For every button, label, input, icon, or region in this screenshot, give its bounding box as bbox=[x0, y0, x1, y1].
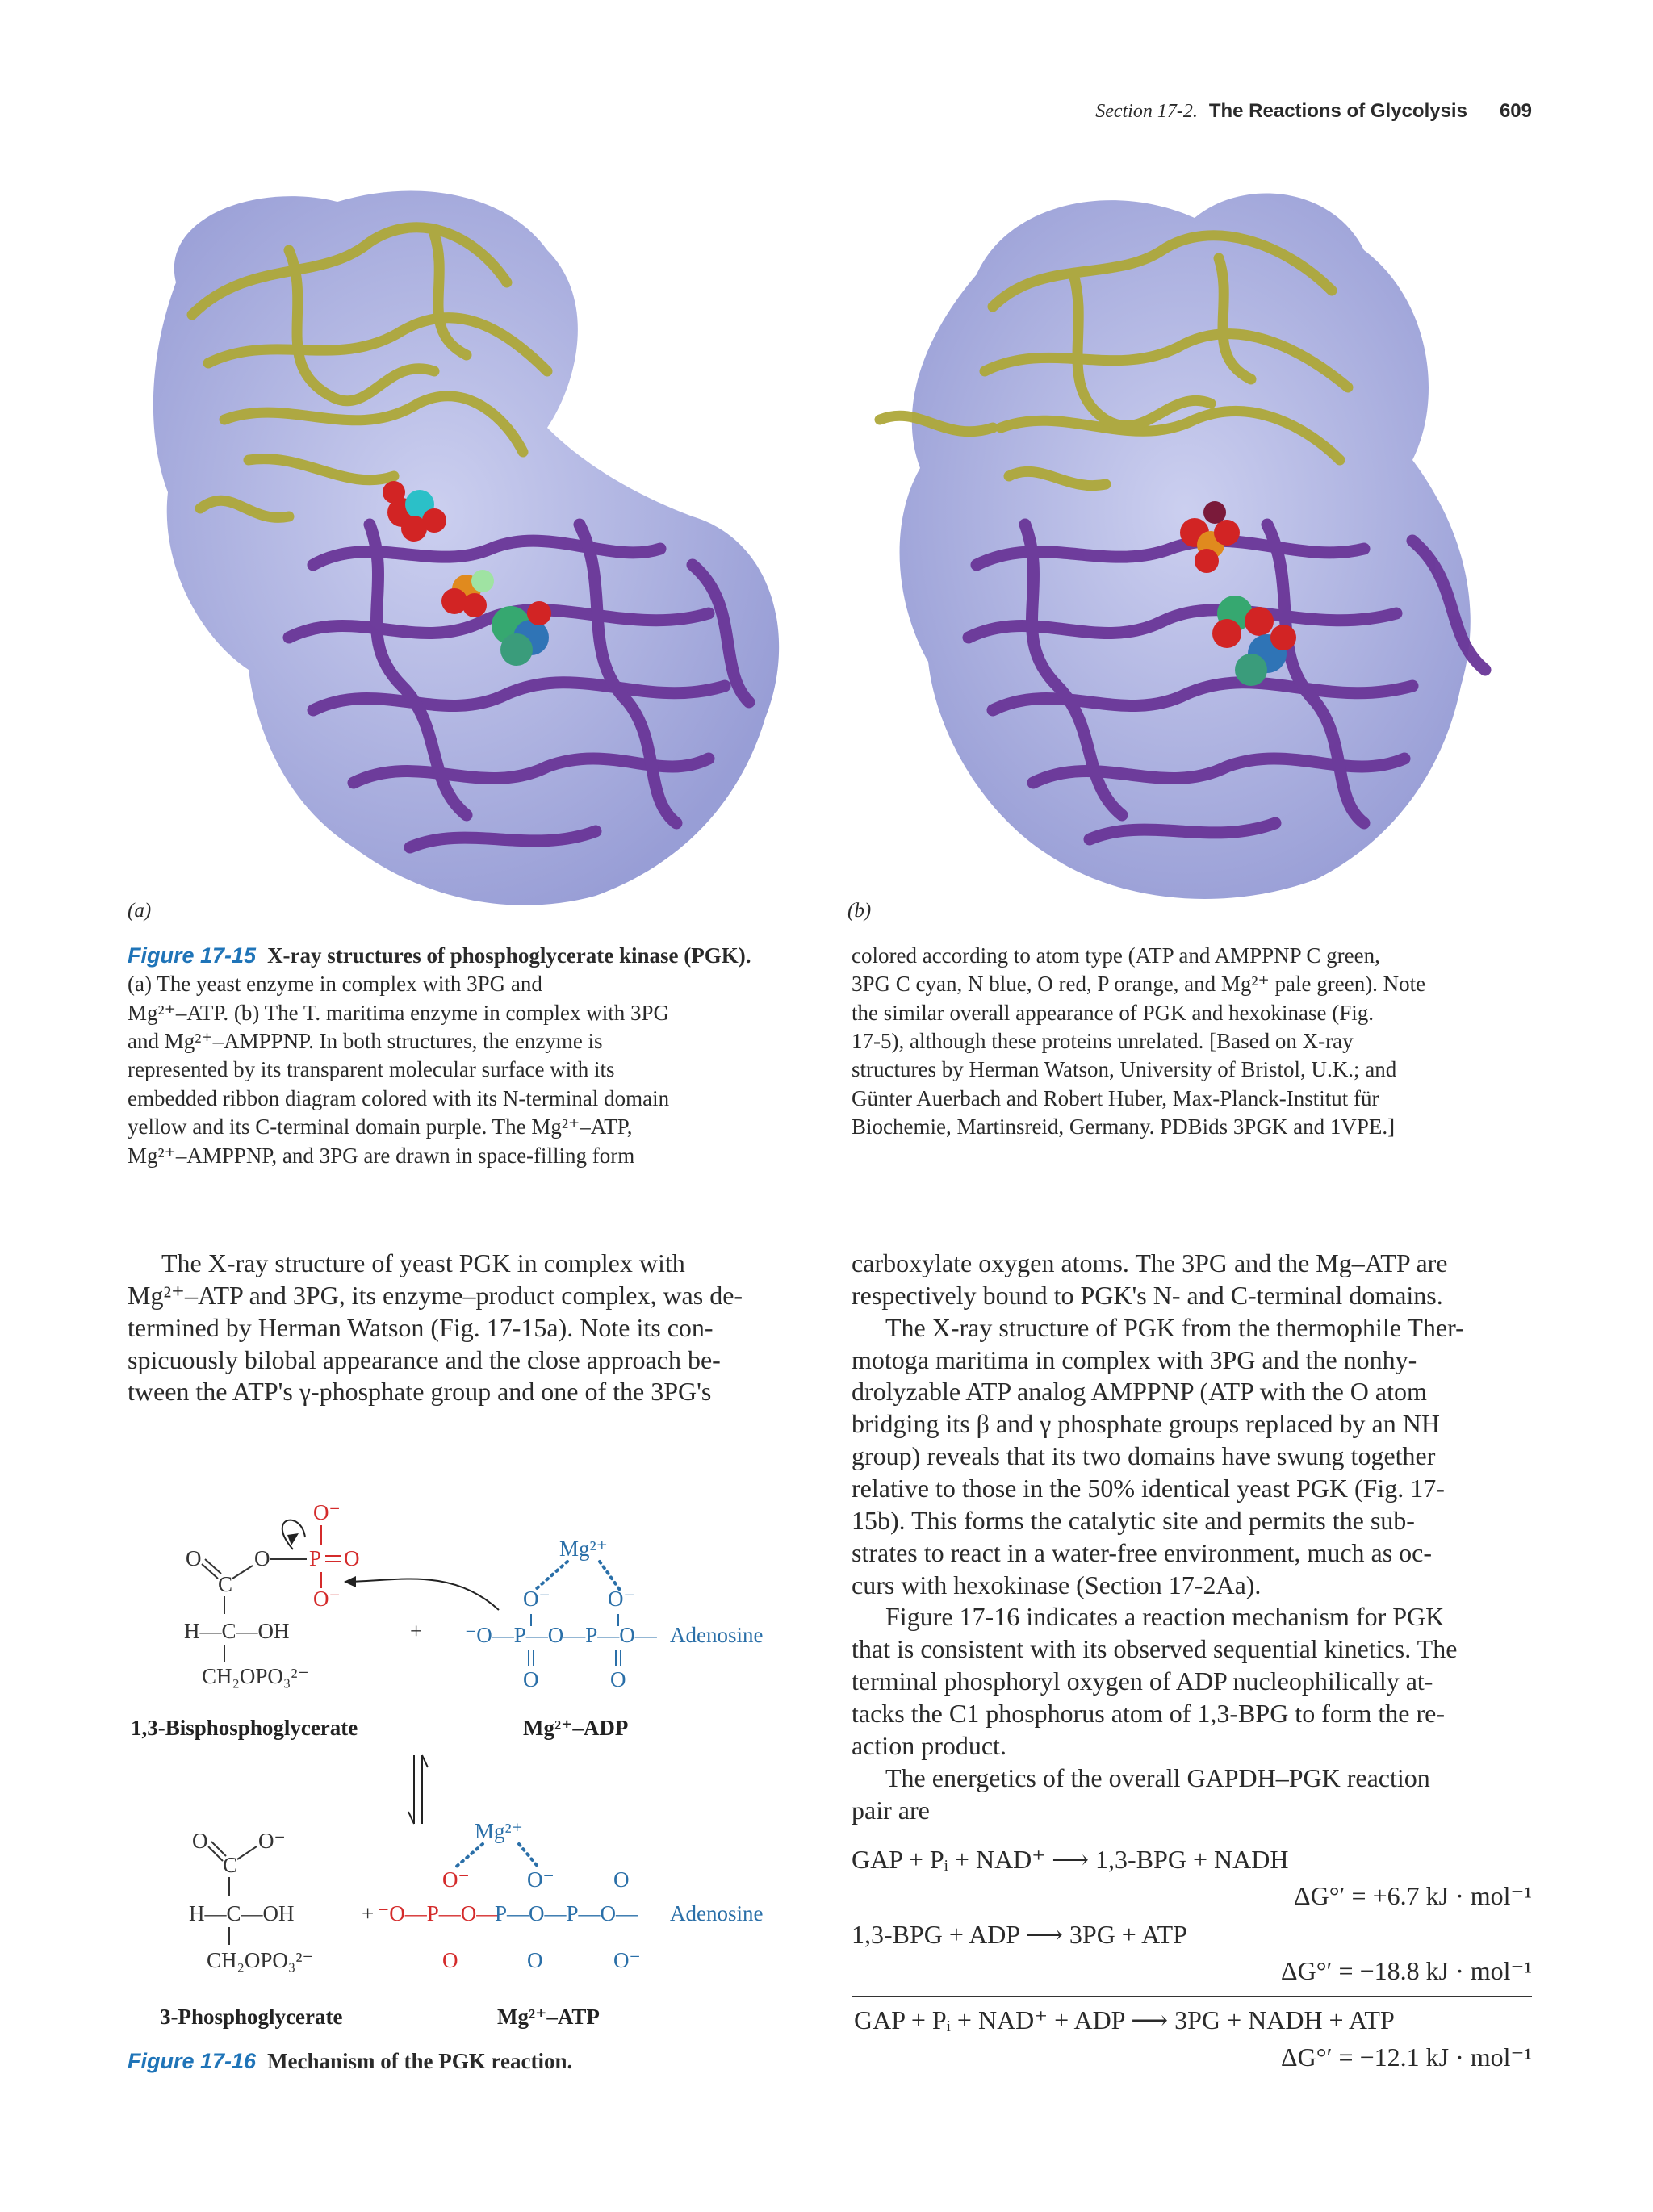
svg-text:O⁻: O⁻ bbox=[608, 1587, 635, 1611]
equation-1: GAP + Pᵢ + NAD⁺ ⟶ 1,3-BPG + NADH bbox=[852, 1845, 1289, 1874]
caption-line: Biochemie, Martinsreid, Germany. PDBids 3PGK and 1VPE.] bbox=[852, 1114, 1396, 1139]
running-head-title: The Reactions of Glycolysis bbox=[1208, 100, 1467, 122]
svg-text:P—O—P—O—: P—O—P—O— bbox=[495, 1901, 638, 1926]
body-text-right bbox=[852, 1248, 1521, 1826]
page-number: 609 bbox=[1499, 100, 1532, 122]
caption-line: structures by Herman Watson, University of Bristol, U.K.; and bbox=[852, 1057, 1397, 1082]
caption-line: (a) The yeast enzyme in complex with 3PG and bbox=[128, 972, 542, 997]
figure-16-scheme bbox=[128, 1501, 814, 2066]
hcoh-label: H—C—OH bbox=[189, 1901, 295, 1926]
3pg-structure bbox=[189, 1829, 314, 1972]
adenosine-label: Adenosine bbox=[670, 1901, 764, 1926]
body-line: respectively bound to PGK's N- and C-terminal domains. bbox=[852, 1280, 1443, 1310]
figure-15-caption-left bbox=[128, 942, 789, 1170]
atp-structure bbox=[378, 1819, 763, 1972]
svg-text:O: O bbox=[344, 1546, 360, 1570]
running-head-section: Section 17-2. bbox=[1095, 101, 1198, 122]
body-line: tween the ATP's γ-phosphate group and one of the 3PG's bbox=[128, 1377, 712, 1407]
body-line: The X-ray structure of PGK from the thermophile Ther- bbox=[885, 1312, 1464, 1342]
bpg-structure bbox=[184, 1501, 499, 1688]
body-text-left bbox=[128, 1248, 803, 1408]
equilibrium-arrows bbox=[408, 1755, 428, 1824]
body-line: that is consistent with its observed sequential kinetics. The bbox=[852, 1634, 1458, 1664]
svg-text:O: O bbox=[613, 1867, 630, 1892]
equation-sum-rule bbox=[852, 1996, 1532, 1997]
svg-text:O⁻: O⁻ bbox=[442, 1867, 470, 1892]
adp-structure bbox=[465, 1537, 763, 1691]
body-line: Mg²⁺–ATP and 3PG, its enzyme–product complex, was de- bbox=[128, 1280, 743, 1310]
adenosine-label: Adenosine bbox=[670, 1623, 764, 1647]
caption-line: colored according to atom type (ATP and AMPPNP C green, bbox=[852, 943, 1380, 968]
svg-text:O⁻: O⁻ bbox=[613, 1948, 641, 1972]
caption-line: the similar overall appearance of PGK and hexokinase (Fig. bbox=[852, 1000, 1375, 1025]
body-line: Figure 17-16 indicates a reaction mechanism for PGK bbox=[885, 1602, 1445, 1632]
equation-3: GAP + Pᵢ + NAD⁺ + ADP ⟶ 3PG + NADH + ATP bbox=[854, 2005, 1395, 2034]
body-line: drolyzable ATP analog AMPPNP (ATP with the O atom bbox=[852, 1377, 1427, 1407]
body-line: spicuously bilobal appearance and the close approach be- bbox=[128, 1344, 721, 1374]
body-line: The energetics of the overall GAPDH–PGK reaction bbox=[885, 1762, 1430, 1792]
equation-3-dg: ΔG°′ = −12.1 kJ · mol⁻¹ bbox=[1281, 2043, 1532, 2072]
ch2opo3-label: CH₂OPO₃²⁻ bbox=[202, 1664, 309, 1688]
plus-sign: + bbox=[362, 1901, 375, 1926]
panel-a-label: (a) bbox=[128, 900, 152, 922]
svg-text:O: O bbox=[186, 1546, 202, 1570]
svg-text:O: O bbox=[192, 1829, 208, 1853]
body-line: action product. bbox=[852, 1730, 1006, 1760]
svg-text:O: O bbox=[610, 1667, 626, 1691]
svg-text:O⁻: O⁻ bbox=[313, 1587, 341, 1611]
svg-text:O⁻: O⁻ bbox=[258, 1829, 286, 1853]
svg-text:P: P bbox=[309, 1546, 322, 1570]
svg-text:O⁻: O⁻ bbox=[523, 1587, 550, 1611]
mg-adp-name: Mg²⁺–ADP bbox=[523, 1716, 629, 1740]
caption-line: yellow and its C-terminal domain purple. The Mg²⁺–ATP, bbox=[128, 1114, 633, 1139]
caption-line: Günter Auerbach and Robert Huber, Max-Planck-Institut für bbox=[852, 1085, 1379, 1110]
panel-b-label: (b) bbox=[847, 900, 872, 922]
body-line: curs with hexokinase (Section 17-2Aa). bbox=[852, 1570, 1262, 1599]
caption-line: and Mg²⁺–AMPPNP. In both structures, the enzyme is bbox=[128, 1029, 603, 1054]
figure-16-caption bbox=[128, 2047, 797, 2076]
body-line: The X-ray structure of yeast PGK in complex with bbox=[161, 1248, 685, 1277]
caption-line: Mg²⁺–ATP. (b) The T. maritima enzyme in complex with 3PG bbox=[128, 1000, 670, 1025]
svg-text:⁻O—P—O—: ⁻O—P—O— bbox=[378, 1901, 499, 1926]
body-line: tacks the C1 phosphorus atom of 1,3-BPG to form the re- bbox=[852, 1699, 1445, 1729]
mg-label: Mg²⁺ bbox=[559, 1537, 608, 1561]
body-line: group) reveals that its two domains have swung together bbox=[852, 1441, 1436, 1471]
body-line: motoga maritima in complex with 3PG and the nonhy- bbox=[852, 1344, 1417, 1374]
body-line: 15b). This forms the catalytic site and permits the sub- bbox=[852, 1505, 1415, 1535]
body-line: strates to react in a water-free environment, much as oc- bbox=[852, 1537, 1433, 1567]
hcoh-label: H—C—OH bbox=[184, 1619, 290, 1643]
body-line: terminal phosphoryl oxygen of ADP nucleophilically at- bbox=[852, 1666, 1433, 1696]
svg-text:C: C bbox=[223, 1853, 238, 1877]
caption-line: 17-5), although these proteins unrelated. [Based on X-ray bbox=[852, 1029, 1354, 1054]
body-line: carboxylate oxygen atoms. The 3PG and the Mg–ATP are bbox=[852, 1248, 1448, 1277]
caption-line: embedded ribbon diagram colored with its N-terminal domain bbox=[128, 1085, 670, 1110]
svg-text:⁻O—P—O—P—O—: ⁻O—P—O—P—O— bbox=[465, 1623, 657, 1647]
running-head bbox=[1095, 100, 1532, 123]
plus-sign: + bbox=[410, 1619, 423, 1643]
figure-16-title: Mechanism of the PGK reaction. bbox=[267, 2049, 573, 2073]
figure-15b-structure bbox=[847, 186, 1534, 912]
ch2opo3-label: CH₂OPO₃²⁻ bbox=[207, 1948, 314, 1972]
3pg-name: 3-Phosphoglycerate bbox=[160, 2005, 343, 2029]
equation-2: 1,3-BPG + ADP ⟶ 3PG + ATP bbox=[852, 1920, 1187, 1949]
figure-15-caption-right bbox=[852, 942, 1538, 1142]
svg-text:O: O bbox=[523, 1667, 539, 1691]
figure-16-number: Figure 17-16 bbox=[128, 2049, 257, 2073]
bpg-name: 1,3-Bisphosphoglycerate bbox=[131, 1716, 358, 1740]
body-line: termined by Herman Watson (Fig. 17-15a). Note its con- bbox=[128, 1312, 714, 1342]
caption-line: 3PG C cyan, N blue, O red, P orange, and Mg²⁺ pale green). Note bbox=[852, 972, 1426, 997]
figure-15-number: Figure 17-15 bbox=[128, 943, 257, 968]
mg-atp-name: Mg²⁺–ATP bbox=[497, 2005, 600, 2029]
svg-text:O: O bbox=[254, 1546, 270, 1570]
body-line: relative to those in the 50% identical yeast PGK (Fig. 17- bbox=[852, 1474, 1445, 1503]
body-line: pair are bbox=[852, 1795, 930, 1825]
equation-2-dg: ΔG°′ = −18.8 kJ · mol⁻¹ bbox=[1281, 1956, 1532, 1985]
molecular-surface bbox=[153, 191, 779, 905]
caption-line: represented by its transparent molecular surface with its bbox=[128, 1057, 615, 1082]
caption-line: Mg²⁺–AMPPNP, and 3PG are drawn in space-filling form bbox=[128, 1143, 635, 1168]
svg-text:C: C bbox=[218, 1572, 233, 1596]
mg-label: Mg²⁺ bbox=[475, 1819, 523, 1843]
equation-1-dg: ΔG°′ = +6.7 kJ · mol⁻¹ bbox=[1294, 1881, 1532, 1910]
svg-text:O⁻: O⁻ bbox=[527, 1867, 554, 1892]
figure-15-title: X-ray structures of phosphoglycerate kinase (PGK). bbox=[267, 943, 751, 968]
body-line: bridging its β and γ phosphate groups replaced by an NH bbox=[852, 1409, 1440, 1439]
svg-text:O⁻: O⁻ bbox=[313, 1501, 341, 1524]
svg-text:O: O bbox=[442, 1948, 458, 1972]
figure-15a-structure bbox=[128, 186, 814, 912]
svg-text:O: O bbox=[527, 1948, 543, 1972]
